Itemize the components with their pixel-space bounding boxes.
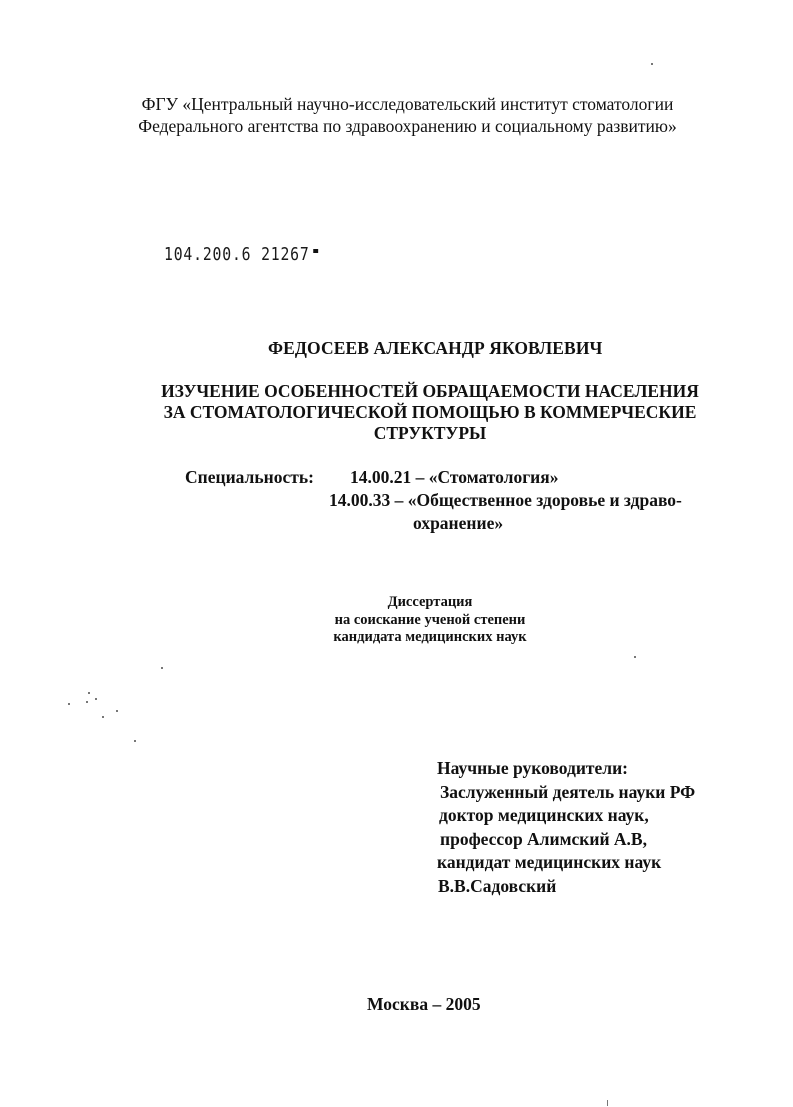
thesis-degree-block (290, 594, 570, 647)
scan-speck (161, 667, 163, 669)
scan-speck (634, 656, 636, 658)
supervisor-line: кандидат медицинских наук (437, 852, 662, 872)
title-line: ИЗУЧЕНИЕ ОСОБЕННОСТЕЙ ОБРАЩАЕМОСТИ НАСЕЛЕНИЯ (161, 381, 699, 401)
library-stamp-number (164, 244, 318, 265)
thesis-line: на соискание ученой степени (334, 611, 526, 628)
institution-line: ФГУ «Центральный научно-исследовательский институт стоматологии (141, 94, 674, 114)
scan-speck (651, 63, 653, 65)
specialty-item: 14.00.21 – «Стоматология» (350, 467, 559, 487)
scan-speck (88, 692, 90, 694)
scan-speck (134, 740, 136, 742)
supervisors-heading: Научные руководители: (437, 758, 629, 778)
title-line: СТРУКТУРЫ (373, 423, 487, 443)
specialty-item-continuation: охранение» (413, 513, 504, 533)
dissertation-title (130, 381, 730, 444)
institution-line: Федерального агентства по здравоохранению и социальному развитию» (138, 116, 677, 136)
scan-speck (95, 698, 97, 700)
stamp-mark (313, 249, 318, 253)
author-name: ФЕДОСЕЕВ АЛЕКСАНДР ЯКОВЛЕВИЧ (268, 338, 603, 358)
supervisor-line: доктор медицинских наук, (439, 805, 649, 825)
thesis-line: Диссертация (387, 594, 473, 610)
stamp-text: 104.200.6 21267 (164, 244, 310, 265)
thesis-line: кандидата медицинских наук (333, 629, 527, 645)
scan-speck (102, 716, 104, 718)
specialty-item: 14.00.33 – «Общественное здоровье и здраво- (329, 490, 682, 510)
scan-speck (68, 703, 70, 705)
title-line: ЗА СТОМАТОЛОГИЧЕСКОЙ ПОМОЩЬЮ В КОММЕРЧЕСКИЕ (163, 402, 697, 422)
institution-header (0, 93, 793, 137)
scan-speck (116, 710, 118, 712)
supervisor-line: В.В.Садовский (438, 875, 557, 896)
city-year: Москва – 2005 (367, 994, 481, 1014)
supervisors-block (437, 757, 695, 898)
supervisor-line: профессор Алимский А.В, (440, 828, 647, 849)
supervisor-line: Заслуженный деятель науки РФ (440, 781, 696, 802)
scan-speck (607, 1100, 608, 1106)
scan-speck (86, 701, 88, 703)
specialty-label: Специальность: (185, 467, 314, 487)
